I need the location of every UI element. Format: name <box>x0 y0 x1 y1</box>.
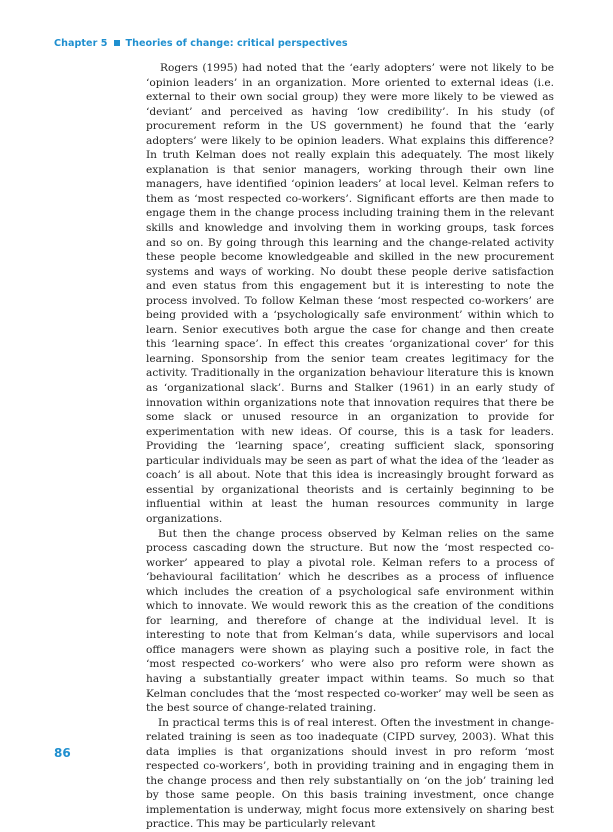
chapter-label: Chapter 5 <box>54 38 108 49</box>
running-header <box>54 38 348 49</box>
paragraph: In practical terms this is of real interest. Often the investment in change-related training is seen as too inadequate (CIPD survey, 2003). What this data implies is that organizations should invest in pro reform ‘most respected co-workers’, both in providing training and in engaging them in the change process and then rely substantially on ‘on the job’ training led by those same people. On this basis training investment, once change implementation is underway, might focus more extensively on sharing best practice. This may be particularly relevant <box>146 716 554 831</box>
paragraph: Rogers (1995) had noted that the ‘early adopters’ were not likely to be ‘opinion leaders’ in an organization. More oriented to external ideas (i.e. external to their own social group) they were more likely to be viewed as ‘deviant’ and perceived as having ‘low credibility’. In his study (of procurement reform in the US government) he found that the ‘early adopters’ were likely to be opinion leaders. What explains this difference? In truth Kelman does not really explain this adequately. The most likely explanation is that senior managers, working through their own line managers, have identified ‘opinion leaders’ at local level. Kelman refers to them as ‘most respected co-workers’. Significant efforts are then made to engage them in the change process including training them in the relevant skills and knowledge and involving them in working groups, task forces and so on. By going through this learning and the change-related activity these people become knowledgeable and skilled in the new procurement systems and ways of working. No doubt these people derive satisfaction and even status from this engagement but it is interesting to note the process involved. To follow Kelman these ‘most respected co-workers’ are being provided with a ‘psychologically safe environment’ within which to learn. Senior executives both argue the case for change and then create this ‘learning space’. In effect this creates ‘organizational cover’ for this learning. Sponsorship from the senior team creates legitimacy for the activity. Traditionally in the organization behaviour literature this is known as ‘organizational slack’. Burns and Stalker (1961) in an early study of innovation within organizations note that innovation requires that there be some slack or unused resource in an organization to provide for experimentation with new ideas. Of course, this is a task for leaders. Providing the ‘learning space’, creating sufficient slack, sponsoring particular individuals may be seen as part of what the idea of the ‘leader as coach’ is all about. Note that this idea is increasingly brought forward as essential by organizational theorists and is certainly beginning to be influential within at least the human resources community in large organizations. <box>146 62 554 525</box>
page-number: 86 <box>54 746 71 760</box>
body-text <box>146 61 554 832</box>
chapter-title: Theories of change: critical perspectives <box>125 38 348 49</box>
separator-square-icon <box>114 40 120 46</box>
paragraph: But then the change process observed by Kelman relies on the same process cascading down the structure. But now the ‘most respected co-worker’ appeared to play a pivotal role. Kelman refers to a process of ‘behavioural facilitation’ which he describes as a process of influence which includes the creation of a psychological safe environment within which to innovate. We would rework this as the creation of the conditions for learning, and therefore of change at the individual level. It is interesting to note that from Kelman’s data, while supervisors and local office managers were shown as playing such a positive role, in fact the ‘most respected co-workers’ who were also pro reform were shown as having a substantially greater impact within teams. So much so that Kelman concludes that the ‘most respected co-worker’ may well be seen as the best source of change-related training. <box>146 527 554 715</box>
